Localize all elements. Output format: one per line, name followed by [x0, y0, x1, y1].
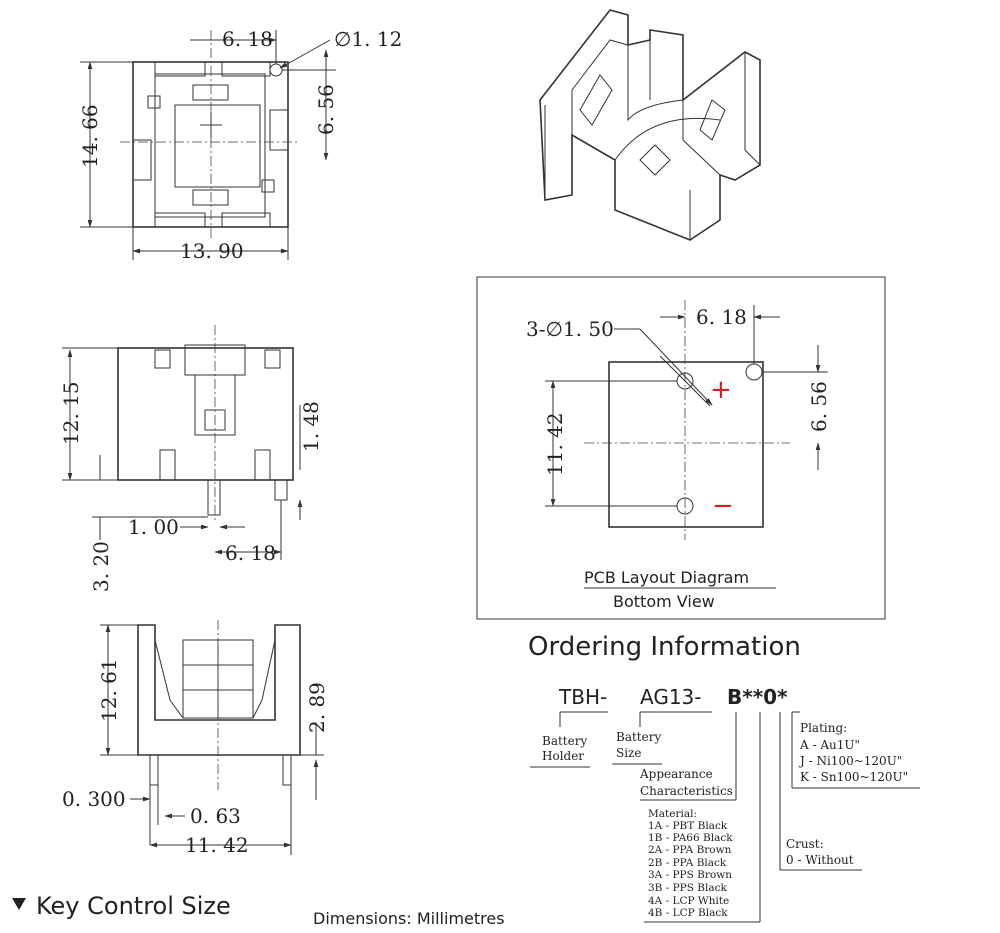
crust-item: 0 - Without [786, 853, 854, 867]
material-item: 3A - PPS Brown [648, 869, 732, 881]
material-item: 4A - LCP White [648, 895, 730, 907]
material-item: 2A - PPA Brown [648, 844, 732, 856]
footer [12, 892, 505, 928]
front-view [62, 620, 329, 857]
top-pitch-dim: 6. 18 [222, 27, 273, 51]
side-view [59, 325, 323, 592]
minus-sign: − [712, 491, 734, 521]
top-hole-dim: ∅1. 12 [334, 27, 403, 51]
side-pingap-dim: 6. 18 [225, 541, 276, 565]
material-item: 4B - LCP Black [648, 907, 728, 919]
plating-title: Plating: [800, 721, 848, 735]
front-step-dim: 2. 89 [305, 682, 329, 733]
side-height-dim: 12. 15 [59, 381, 83, 445]
side-tab-dim: 1. 48 [299, 401, 323, 452]
code-prefix: TBH- [559, 685, 608, 709]
triangle-down-icon [12, 898, 26, 910]
top-width-dim: 13. 90 [180, 239, 244, 263]
battery-holder-l1: Battery [542, 734, 588, 748]
battery-size-l2: Size [616, 746, 642, 760]
top-height-dim: 14. 66 [78, 104, 102, 168]
material-item: 1B - PA66 Black [648, 832, 733, 844]
plating-item: A - Au1U" [800, 738, 861, 752]
front-pint-dim: 0. 300 [62, 787, 126, 811]
pcb-title: PCB Layout Diagram [584, 568, 750, 587]
pcb-span-dim: 11. 42 [543, 412, 567, 476]
material-list [648, 820, 733, 919]
appearance-l2: Characteristics [640, 784, 733, 798]
front-pinw-dim: 0. 63 [190, 804, 241, 828]
material-item: 3B - PPS Black [648, 882, 727, 894]
front-width-dim: 11. 42 [185, 833, 249, 857]
battery-holder-l2: Holder [542, 749, 585, 763]
pcb-pitch-dim: 6. 18 [696, 305, 747, 329]
material-title: Material: [648, 808, 697, 820]
key-control-size: Key Control Size [36, 892, 231, 920]
plating-item: K - Sn100~120U" [800, 770, 909, 784]
code-suffix: B**0* [727, 685, 788, 709]
side-pinwidth-dim: 1. 00 [128, 515, 179, 539]
pcb-holes-dim: 3-∅1. 50 [526, 317, 614, 341]
material-item: 1A - PBT Black [648, 820, 728, 832]
battery-size-l1: Battery [616, 730, 662, 744]
side-pinlen-dim: 3. 20 [89, 541, 113, 592]
top-offset-dim: 6. 56 [314, 84, 338, 135]
top-view [78, 27, 402, 263]
pcb-offset-dim: 6. 56 [807, 381, 831, 432]
material-item: 2B - PPA Black [648, 857, 727, 869]
appearance-l1: Appearance [640, 767, 713, 781]
front-height-dim: 12. 61 [97, 658, 121, 722]
code-size: AG13- [640, 685, 702, 709]
plus-sign: + [710, 375, 732, 405]
pcb-layout-panel [477, 277, 885, 619]
plating-item: J - Ni100~120U" [800, 754, 903, 768]
ordering-title: Ordering Information [528, 632, 801, 662]
isometric-view [540, 10, 760, 240]
ordering-info [528, 632, 920, 922]
pcb-subtitle: Bottom View [613, 592, 715, 611]
units-note: Dimensions: Millimetres [313, 909, 505, 928]
crust-title: Crust: [786, 837, 824, 851]
